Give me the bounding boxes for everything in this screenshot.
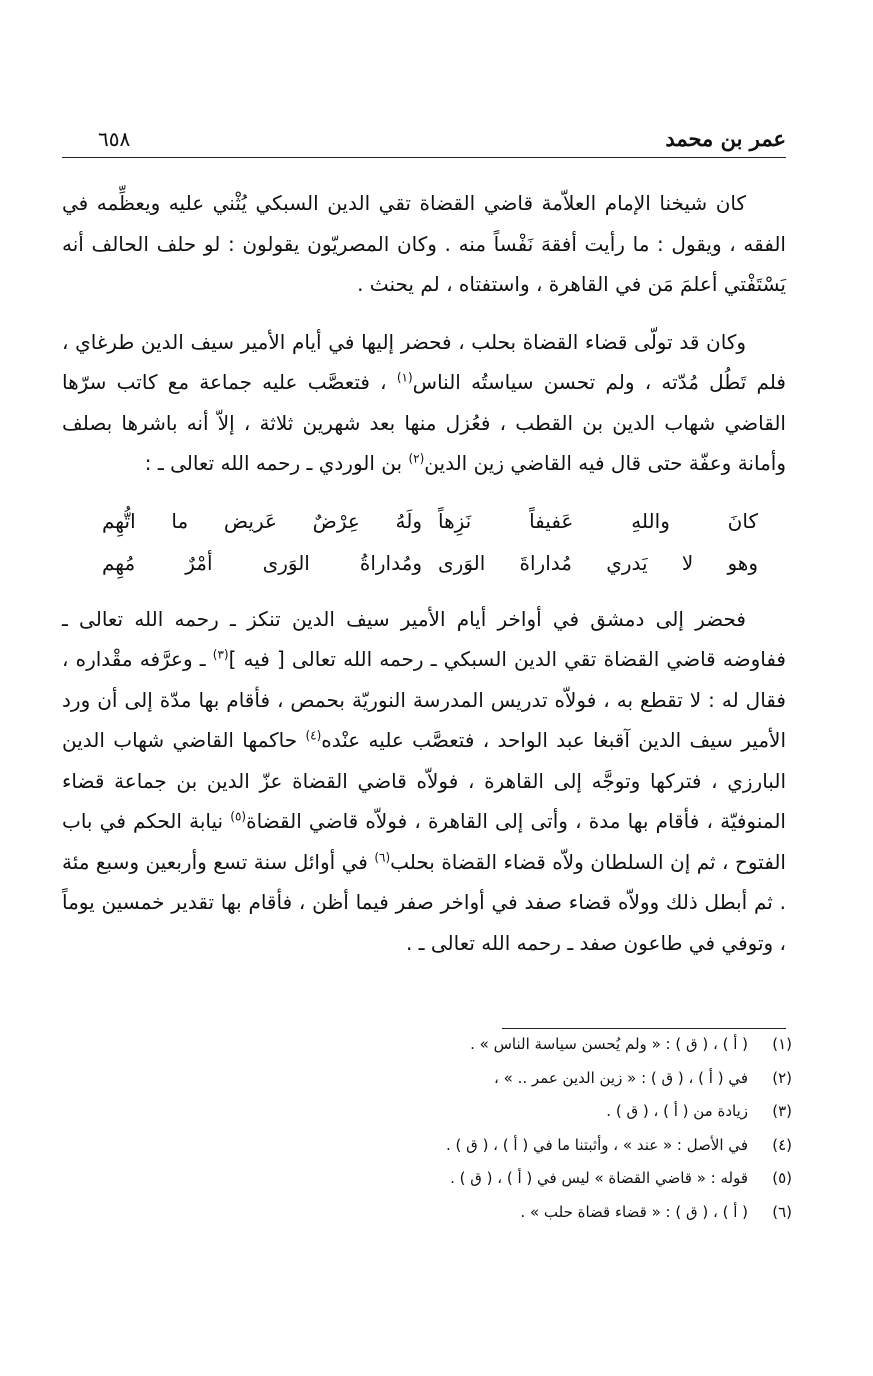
paragraph-2-part-1: وكان قد تولّى قضاء القضاة بحلب ، فحضر إليها في أيام الأمير سيف الدين طرغاي ، فلم تَطُل مُدّته ، ولم تحسن سياستُه الناس — [62, 329, 786, 394]
paragraph-3-part-4: نيابة الحكم في باب الفتوح ، ثم إن السلطان ولاّه قضاء القضاة بحلب — [62, 809, 786, 874]
footnote-item — [62, 1062, 792, 1096]
footnote-item — [62, 1028, 792, 1062]
footnote-text: في الأصل : « عند » ، وأثبتنا ما في ( أ ) ، ( ق ) . — [446, 1135, 748, 1154]
footnote-ref-4: (٤) — [305, 728, 322, 743]
footnote-ref-2: (٢) — [408, 451, 425, 466]
footnote-number: (٦) — [772, 1202, 792, 1221]
paragraph-1: كان شيخنا الإمام العلاّمة قاضي القضاة تقي الدين السبكي يُثْني عليه ويعظِّمه في الفقه ، ويقول : ما رأيت أفقهَ نَفْساً منه . وكان المصريّون يقولون : لو حلف الحالف أنه يَسْتَفْتي أعلمَ مَن في القاهرة ، واستفتاه ، لم يحنث . — [62, 191, 786, 296]
footnote-number: (١) — [772, 1035, 792, 1053]
footnote-number: (٢) — [772, 1068, 792, 1087]
paragraph-3-part-1: فحضر إلى دمشق في أواخر أيام الأمير سيف الدين تنكز ـ رحمه الله تعالى ـ ففاوضه قاضي القضاة تقي الدين السبكي ـ رحمه الله تعالى [ فيه ] — [62, 606, 786, 671]
page-number: ٦٥٨ — [98, 127, 131, 151]
verse-1-first-hemistich: كانَ واللهِ عَفيفاً نَزِهاً — [438, 508, 758, 533]
footnote-text: زيادة من ( أ ) ، ( ق ) . — [606, 1102, 748, 1120]
footnote-item — [62, 1095, 792, 1129]
footnote-text: في ( أ ) ، ( ق ) : « زين الدين عمر .. » ، — [494, 1068, 748, 1087]
verse-2-second-hemistich: ومُداراةُ الوَرى أمْرٌ مُهِم — [102, 550, 422, 575]
header-divider — [62, 157, 786, 158]
footnote-number: (٣) — [772, 1102, 792, 1120]
footnote-ref-3: (٣) — [212, 647, 229, 662]
paragraph-3 — [62, 599, 786, 964]
main-text — [62, 183, 786, 963]
page-header — [62, 126, 786, 156]
footnote-item — [62, 1196, 792, 1230]
footnote-number: (٤) — [772, 1135, 792, 1154]
poem — [62, 500, 786, 584]
paragraph-3-part-2: ـ وعرَّفه مقْداره ، فقال له : لا تقطع به ، فولاّه تدريس المدرسة النوريّة بحمص ، فأقام بها مدّة إلى أن ورد الأمير سيف الدين آقبغا عبد الواحد ، فتعصَّب عليه عنْده — [62, 647, 786, 752]
footnote-ref-5: (٥) — [230, 809, 247, 824]
footnote-text: ( أ ) ، ( ق ) : « قضاء قضاة حلب » . — [520, 1202, 748, 1221]
verse-line — [62, 542, 786, 584]
verse-2-first-hemistich: وهو لا يَدري مُداراةَ الوَرى — [438, 550, 758, 575]
footnote-item — [62, 1162, 792, 1196]
footnote-ref-1: (١) — [396, 370, 413, 385]
paragraph-2-part-2: ، فتعصَّب عليه جماعة مع كاتب سرّها القاضي شهاب الدين بن القطب ، فعُزل منها بعد شهرين ثلاثة ، إلاّ أنه باشرها بصلف وأمانة وعفّة حتى قال فيه القاضي زين الدين — [62, 370, 786, 475]
running-title: عمر بن محمد — [665, 126, 786, 151]
footnote-text: ( أ ) ، ( ق ) : « ولم يُحسن سياسة الناس » . — [470, 1035, 748, 1053]
footnote-number: (٥) — [772, 1169, 792, 1187]
footnote-text: قوله : « قاضي القضاة » ليس في ( أ ) ، ( ق ) . — [450, 1169, 748, 1187]
paragraph-3-part-3: حاكمها القاضي شهاب الدين البارزي ، فتركها وتوجَّه إلى القاهرة ، فولاّه قاضي القضاة عزّ الدين بن جماعة قضاء المنوفيّة ، فأقام بها مدة ، وأتى إلى القاهرة ، فولاّه قاضي القضاة — [62, 728, 786, 833]
footnote-item — [62, 1129, 792, 1163]
footnote-ref-6: (٦) — [374, 849, 391, 864]
paragraph-3-part-5: في أوائل سنة تسع وأربعين وسبع مئة . ثم أبطل ذلك وولاّه قضاء صفد في أواخر صفر فيما أظن ، فأقام بها تقدير خمسين يوماً ، وتوفي في طاعون صفد ـ رحمه الله تعالى ـ . — [62, 849, 786, 955]
paragraph-2 — [62, 322, 786, 484]
verse-1-second-hemistich: ولَهُ عِرْضٌ عَريض ما اتُّهِم — [102, 508, 422, 533]
paragraph-2-part-3: بن الوردي ـ رحمه الله تعالى ـ : — [144, 451, 409, 475]
verse-line — [62, 500, 786, 542]
footnotes — [62, 1028, 792, 1229]
